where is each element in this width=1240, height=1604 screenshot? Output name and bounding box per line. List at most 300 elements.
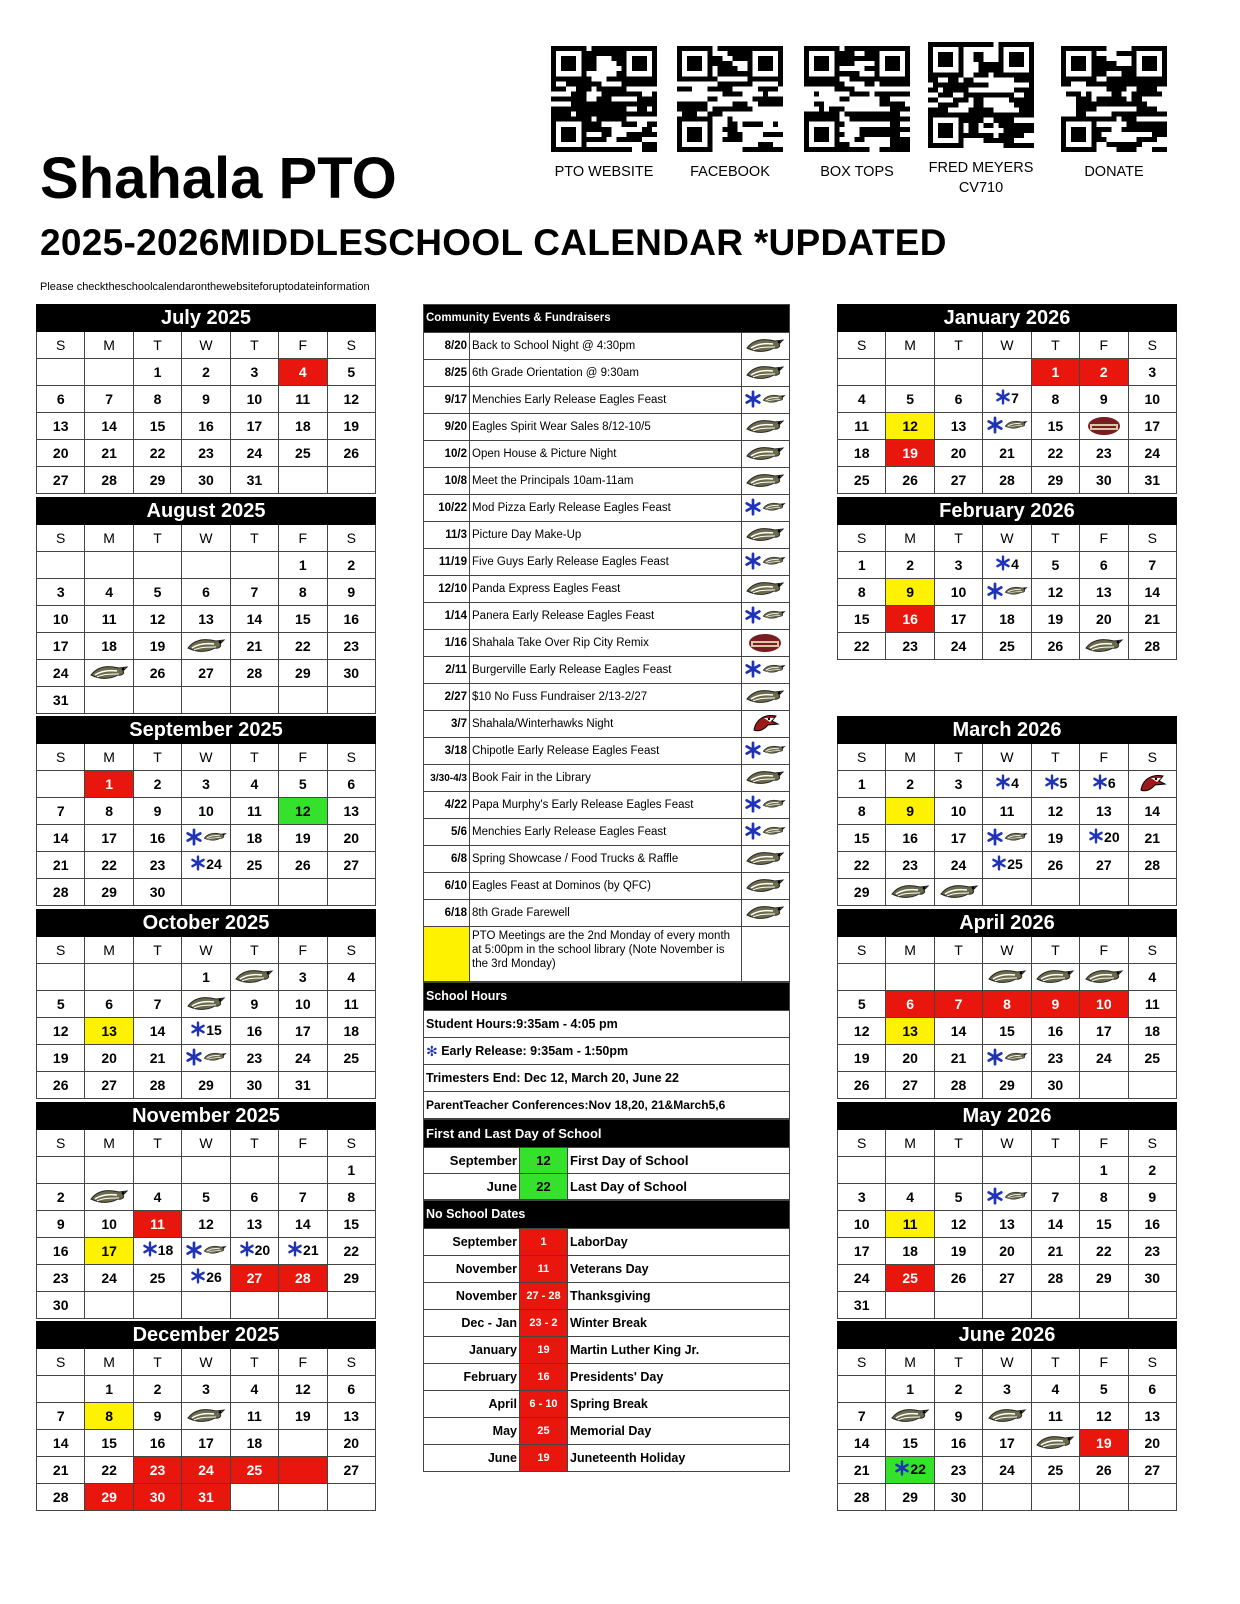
day-number: 14: [149, 1023, 166, 1039]
day-number: 14: [52, 1435, 69, 1451]
day-cell: [838, 1184, 886, 1211]
day-early-release-star-icon: [190, 1020, 206, 1042]
day-of-week-header: M: [886, 525, 934, 552]
day-cell: [1080, 1211, 1128, 1238]
no-school-label: Winter Break: [568, 1310, 790, 1337]
no-school-month: November: [424, 1256, 520, 1283]
event-date: 1/14: [424, 603, 470, 630]
day-number: 19: [149, 638, 166, 654]
day-cell: [838, 964, 886, 991]
day-cell: [279, 1157, 327, 1184]
day-number: 21: [246, 638, 263, 654]
day-of-week-header: S: [327, 937, 375, 964]
day-number: 29: [101, 884, 117, 900]
day-cell: [37, 1018, 85, 1045]
qr-code-1[interactable]: [551, 46, 657, 182]
event-row: [424, 657, 790, 684]
day-number: 9: [153, 1408, 162, 1424]
day-of-week-header: T: [934, 1349, 982, 1376]
day-cell: [182, 991, 230, 1018]
event-eagle-icon: [745, 471, 785, 491]
day-cell: [37, 771, 85, 798]
day-cell: [838, 1457, 886, 1484]
day-cell: [279, 606, 327, 633]
first-last-month: June: [424, 1174, 520, 1200]
day-number: 17: [52, 638, 69, 654]
event-icon-cell: [741, 549, 789, 576]
day-cell: [37, 552, 85, 579]
day-number: 26: [295, 857, 311, 873]
day-cell: [85, 852, 133, 879]
day-number: 18: [853, 445, 870, 461]
day-cell: [1031, 633, 1079, 660]
day-cell: [37, 1045, 85, 1072]
day-number: 5: [202, 1189, 210, 1205]
day-number: 17: [999, 1435, 1015, 1451]
day-cell: [327, 852, 375, 879]
day-cell: [85, 1238, 133, 1265]
day-number: 10: [101, 1216, 117, 1232]
day-cell: [327, 687, 375, 714]
day-number: 6: [347, 776, 356, 792]
day-cell: [85, 1430, 133, 1457]
qr-code-label: FRED MEYERS: [928, 160, 1034, 176]
no-school-month: June: [424, 1445, 520, 1472]
day-number: 11: [150, 1216, 165, 1232]
day-early-release-star-icon: [287, 1240, 303, 1262]
day-cell: [1080, 879, 1128, 906]
day-of-week-header: S: [37, 332, 85, 359]
day-number: 24: [198, 1462, 214, 1478]
event-text: Eagles Spirit Wear Sales 8/12-10/5: [470, 414, 742, 441]
day-cell: [37, 964, 85, 991]
event-row: [424, 495, 790, 522]
day-number: 31: [52, 692, 69, 708]
day-cell: [934, 991, 982, 1018]
day-of-week-header: M: [85, 332, 133, 359]
day-cell: [886, 359, 934, 386]
week-row: [838, 579, 1177, 606]
day-number: 23: [1047, 1050, 1064, 1066]
day-number: 13: [52, 418, 69, 434]
day-of-week-header: S: [37, 1349, 85, 1376]
day-number: 27: [101, 1077, 117, 1093]
day-cell: [983, 1265, 1031, 1292]
day-cell: [983, 1484, 1031, 1511]
day-cell: [230, 852, 278, 879]
day-number: 18: [101, 638, 117, 654]
week-row: [37, 359, 376, 386]
qr-code-4[interactable]: [928, 42, 1034, 198]
day-cell: [934, 1265, 982, 1292]
november-calendar-table: [36, 1102, 376, 1319]
day-cell: [886, 386, 934, 413]
day-cell: [327, 413, 375, 440]
day-number: 19: [902, 445, 918, 461]
day-number: 14: [295, 1216, 311, 1232]
day-number: 20: [52, 445, 69, 461]
day-number: 25: [1144, 1050, 1161, 1066]
day-cell: [37, 579, 85, 606]
day-cell: [1080, 633, 1128, 660]
day-cell: [983, 606, 1031, 633]
day-cell: [37, 606, 85, 633]
day-number: 17: [950, 830, 967, 846]
event-text: Shahala Take Over Rip City Remix: [470, 630, 742, 657]
day-cell: [886, 440, 934, 467]
day-number: 30: [149, 884, 166, 900]
day-cell: [279, 1045, 327, 1072]
day-eagle-icon: [890, 1406, 930, 1426]
day-number: 7: [153, 996, 162, 1012]
day-cell: [327, 633, 375, 660]
day-number: 1: [105, 776, 114, 792]
day-cell: [934, 1018, 982, 1045]
day-of-week-header: M: [886, 1349, 934, 1376]
day-cell: [133, 1484, 181, 1511]
event-row: [424, 549, 790, 576]
day-number: 23: [1096, 445, 1112, 461]
day-number: 14: [1144, 803, 1161, 819]
event-text: Papa Murphy's Early Release Eagles Feast: [470, 792, 742, 819]
day-number: 13: [1144, 1408, 1161, 1424]
day-number: 21: [149, 1050, 166, 1066]
day-cell: [934, 1457, 982, 1484]
day-number: 17: [950, 611, 967, 627]
day-of-week-header: T: [1031, 332, 1079, 359]
week-row: [838, 386, 1177, 413]
week-row: [37, 440, 376, 467]
day-of-week-header: S: [327, 1349, 375, 1376]
day-number: 4: [1011, 555, 1019, 572]
day-number: 27: [343, 1462, 360, 1478]
event-date: 6/18: [424, 900, 470, 927]
day-number: 19: [853, 1050, 870, 1066]
middle-column: [423, 304, 790, 1472]
day-cell: [182, 771, 230, 798]
day-of-week-header: W: [983, 332, 1031, 359]
day-cell: [1080, 440, 1128, 467]
event-text: Burgerville Early Release Eagles Feast: [470, 657, 742, 684]
event-date: 10/8: [424, 468, 470, 495]
day-of-week-header: M: [85, 525, 133, 552]
event-row: [424, 360, 790, 387]
day-of-week-header: F: [279, 332, 327, 359]
day-number: 15: [902, 1435, 918, 1451]
event-row: [424, 738, 790, 765]
day-number: 22: [853, 638, 870, 654]
day-of-week-header: F: [1080, 744, 1128, 771]
day-number: 26: [52, 1077, 69, 1093]
day-cell: [983, 633, 1031, 660]
day-of-week-header: S: [327, 744, 375, 771]
day-number: 18: [295, 418, 311, 434]
no-school-label: Spring Break: [568, 1391, 790, 1418]
october-month-title: October 2025: [37, 910, 376, 937]
day-number: 20: [1096, 611, 1112, 627]
day-cell: [1031, 1484, 1079, 1511]
day-cell: [1080, 1184, 1128, 1211]
day-cell: [37, 687, 85, 714]
day-cell: [1128, 1157, 1176, 1184]
day-cell: [886, 825, 934, 852]
day-cell: [1128, 579, 1176, 606]
day-of-week-header: S: [1128, 525, 1176, 552]
day-number: 12: [295, 1381, 311, 1397]
day-number: 19: [295, 830, 311, 846]
no-school-month: January: [424, 1337, 520, 1364]
event-eagle-icon: [745, 876, 785, 896]
day-cell: [983, 771, 1031, 798]
day-number: 2: [906, 557, 915, 573]
event-row: [424, 387, 790, 414]
no-school-days: 27 - 28: [520, 1283, 568, 1310]
day-number: 16: [950, 1435, 967, 1451]
day-cell: [133, 633, 181, 660]
event-row: [424, 684, 790, 711]
day-number: 24: [1096, 1050, 1112, 1066]
day-number: 23: [1144, 1243, 1161, 1259]
day-number: 3: [954, 776, 963, 792]
student-hours: Student Hours:9:35am - 4:05 pm: [424, 1011, 790, 1038]
day-number: 15: [206, 1021, 222, 1038]
day-cell: [230, 1072, 278, 1099]
cal-july: [36, 304, 376, 494]
week-row: [37, 660, 376, 687]
week-row: [37, 579, 376, 606]
day-number: 18: [157, 1241, 174, 1258]
day-cell: [1031, 1184, 1079, 1211]
day-number: 12: [1047, 803, 1064, 819]
day-number: 15: [101, 1435, 117, 1451]
day-number: 16: [149, 830, 166, 846]
day-cell: [1128, 606, 1176, 633]
day-cell: [85, 413, 133, 440]
event-date: 8/20: [424, 333, 470, 360]
march-month-title: March 2026: [838, 717, 1177, 744]
week-row: [838, 852, 1177, 879]
no-school-row: [424, 1229, 790, 1256]
may-month-title: May 2026: [838, 1103, 1177, 1130]
june-month-title: June 2026: [838, 1322, 1177, 1349]
day-cell: [133, 1292, 181, 1319]
no-school-label: Memorial Day: [568, 1418, 790, 1445]
qr-code-5[interactable]: [1061, 46, 1167, 182]
week-row: [37, 386, 376, 413]
day-cell: [983, 1018, 1031, 1045]
day-number: 20: [1144, 1435, 1161, 1451]
day-number: 25: [246, 857, 263, 873]
day-cell: [182, 1072, 230, 1099]
day-number: 1: [1099, 1162, 1108, 1178]
day-cell: [182, 1184, 230, 1211]
week-row: [838, 1376, 1177, 1403]
day-cell: [230, 440, 278, 467]
day-number: 16: [1047, 1023, 1064, 1039]
day-number: 2: [1148, 1162, 1157, 1178]
day-cell: [1128, 1457, 1176, 1484]
day-number: 13: [343, 1408, 360, 1424]
day-number: 21: [999, 445, 1015, 461]
event-row: [424, 873, 790, 900]
day-number: 8: [105, 803, 114, 819]
day-cell: [1080, 771, 1128, 798]
day-cell: [1031, 1430, 1079, 1457]
day-number: 18: [902, 1243, 918, 1259]
day-cell: [983, 1157, 1031, 1184]
school-hours-table: [423, 982, 790, 1119]
day-number: 27: [1096, 857, 1112, 873]
day-number: 12: [52, 1023, 69, 1039]
day-number: 26: [853, 1077, 870, 1093]
day-cell: [85, 1265, 133, 1292]
day-cell: [983, 359, 1031, 386]
event-text: Panda Express Eagles Feast: [470, 576, 742, 603]
day-of-week-header: W: [983, 525, 1031, 552]
day-number: 3: [954, 557, 963, 573]
day-cell: [230, 991, 278, 1018]
day-early-release-eagle-icon: [986, 1187, 1028, 1205]
day-of-week-header: T: [230, 332, 278, 359]
day-cell: [838, 1211, 886, 1238]
day-cell: [279, 687, 327, 714]
day-number: 27: [198, 665, 214, 681]
day-number: 8: [857, 803, 866, 819]
day-early-release-eagle-icon: [185, 1241, 227, 1259]
day-number: 10: [1096, 996, 1112, 1012]
week-row: [37, 1211, 376, 1238]
day-cell: [327, 1211, 375, 1238]
day-number: 17: [101, 830, 117, 846]
week-row: [37, 1045, 376, 1072]
day-cell: [327, 552, 375, 579]
event-text: 6th Grade Orientation @ 9:30am: [470, 360, 742, 387]
day-of-week-header: T: [230, 1130, 278, 1157]
day-number: 5: [1099, 1381, 1108, 1397]
day-cell: [230, 1430, 278, 1457]
day-number: 4: [105, 584, 114, 600]
day-number: 9: [1051, 996, 1060, 1012]
day-cell: [1080, 798, 1128, 825]
day-cell: [327, 1045, 375, 1072]
day-cell: [934, 1403, 982, 1430]
day-cell: [279, 1184, 327, 1211]
day-cell: [327, 467, 375, 494]
day-cell: [1031, 1238, 1079, 1265]
day-cell: [327, 1430, 375, 1457]
day-number: 4: [250, 1381, 259, 1397]
cal-march: [837, 716, 1177, 906]
day-of-week-header: F: [279, 1130, 327, 1157]
day-of-week-header: F: [279, 937, 327, 964]
event-icon-cell: [741, 387, 789, 414]
event-eagle-icon: [745, 363, 785, 383]
week-row: [37, 467, 376, 494]
event-text: Back to School Night @ 4:30pm: [470, 333, 742, 360]
first-last-header: First and Last Day of School: [424, 1120, 790, 1148]
day-early-release-eagle-icon: [986, 828, 1028, 846]
day-early-release-star-icon: [190, 1267, 206, 1289]
day-cell: [37, 798, 85, 825]
day-number: 29: [295, 665, 311, 681]
day-number: 5: [347, 364, 356, 380]
day-of-week-header: S: [327, 332, 375, 359]
event-early-release-eagle-icon: [744, 552, 786, 570]
week-row: [838, 1045, 1177, 1072]
day-number: 23: [198, 445, 214, 461]
day-number: 21: [52, 857, 69, 873]
day-number: 16: [1144, 1216, 1161, 1232]
day-number: 19: [343, 418, 360, 434]
day-of-week-header: T: [230, 1349, 278, 1376]
day-number: 5: [1051, 557, 1060, 573]
day-number: 4: [857, 391, 866, 407]
pto-meeting-note: PTO Meetings are the 2nd Monday of every month at 5:00pm in the school library (Note November is the 3rd Monday): [470, 927, 742, 982]
no-school-row: [424, 1310, 790, 1337]
week-row: [37, 771, 376, 798]
day-cell: [133, 467, 181, 494]
day-number: 28: [999, 472, 1015, 488]
event-icon-cell: [741, 900, 789, 927]
day-cell: [1080, 1265, 1128, 1292]
day-cell: [279, 879, 327, 906]
day-cell: [279, 1430, 327, 1457]
day-number: 22: [910, 1460, 926, 1477]
first-last-day: 12: [520, 1148, 568, 1174]
day-cell: [1128, 1292, 1176, 1319]
week-row: [838, 1292, 1177, 1319]
day-cell: [934, 413, 982, 440]
day-number: 21: [303, 1241, 319, 1258]
event-eagle-icon: [745, 687, 785, 707]
day-cell: [838, 1238, 886, 1265]
event-icon-cell: [741, 711, 789, 738]
cal-october: [36, 909, 376, 1099]
day-cell: [886, 1157, 934, 1184]
day-number: 7: [954, 996, 963, 1012]
day-cell: [279, 633, 327, 660]
qr-code-3[interactable]: [804, 46, 910, 182]
day-number: 26: [1096, 1462, 1112, 1478]
day-cell: [1128, 1430, 1176, 1457]
day-eagle-icon: [186, 1406, 226, 1426]
day-number: 8: [347, 1189, 356, 1205]
qr-code-2[interactable]: [677, 46, 783, 182]
event-eagle-icon: [745, 768, 785, 788]
day-number: 25: [343, 1050, 360, 1066]
day-cell: [85, 825, 133, 852]
day-cell: [838, 606, 886, 633]
event-early-release-eagle-icon: [744, 390, 786, 408]
day-number: 18: [343, 1023, 360, 1039]
day-cell: [983, 852, 1031, 879]
event-icon-cell: [741, 873, 789, 900]
event-early-release-eagle-icon: [744, 660, 786, 678]
day-cell: [886, 991, 934, 1018]
day-number: 11: [246, 803, 262, 819]
day-number: 24: [101, 1270, 117, 1286]
day-number: 10: [295, 996, 311, 1012]
event-text: Menchies Early Release Eagles Feast: [470, 819, 742, 846]
day-cell: [327, 879, 375, 906]
no-school-days: 23 - 2: [520, 1310, 568, 1337]
day-early-release-eagle-icon: [185, 828, 227, 846]
day-number: 6: [906, 996, 915, 1012]
day-cell: [934, 579, 982, 606]
day-number: 3: [298, 969, 307, 985]
day-cell: [934, 1238, 982, 1265]
week-row: [838, 552, 1177, 579]
